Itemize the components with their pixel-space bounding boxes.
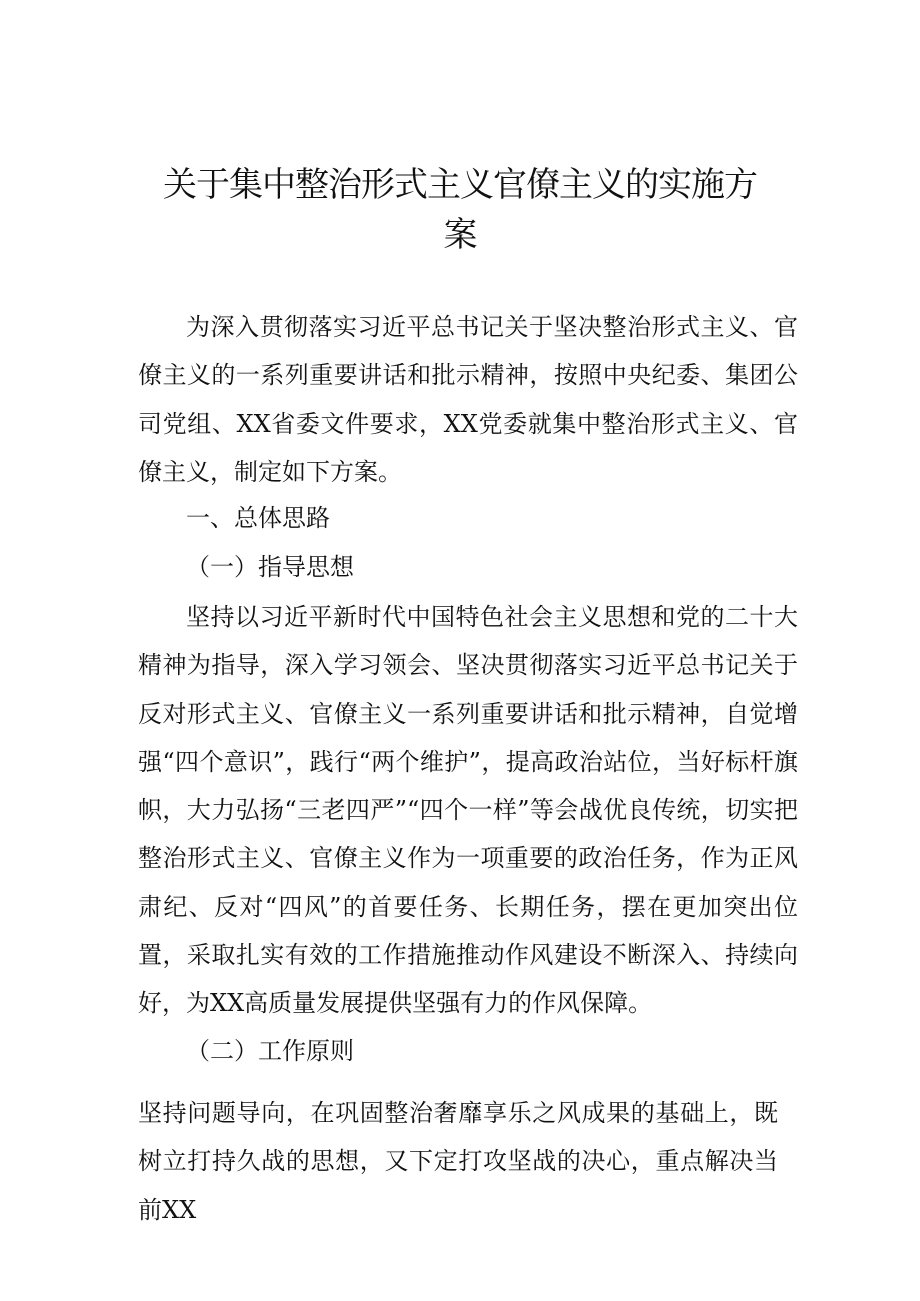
intro-paragraph: 为深入贯彻落实习近平总书记关于坚决整治形式主义、官僚主义的一系列重要讲话和批示精神，按照中央纪委、集团公司党组、XX省委文件要求，XX党委就集中整治形式主义、官僚主义，制定如下方案。 [138,313,798,486]
section-heading-overall-approach: 一、总体思路 [186,504,330,532]
work-principles-paragraph: 坚持问题导向，在巩固整治奢靡享乐之风成果的基础上，既树立打持久战的思想，又下定打攻坚战的决心，重点解决当前XX [138,1099,778,1224]
subsection-heading-guiding-ideology: （一）指导思想 [186,553,354,581]
subsection-heading-work-principles: （二）工作原则 [186,1037,354,1065]
guiding-ideology-paragraph: 坚持以习近平新时代中国特色社会主义思想和党的二十大精神为指导，深入学习领会、坚决贯彻落实习近平总书记关于反对形式主义、官僚主义一系列重要讲话和批示精神，自觉增强“四个意识”，践行“两个维护”，提高政治站位，当好标杆旗帜，大力弘扬“三老四严”“四个一样”等会战优良传统，切实把整治形式主义、官僚主义作为一项重要的政治任务，作为正风肃纪、反对“四风”的首要任务、长期任务，摆在更加突出位置，采取扎实有效的工作措施推动作风建设不断深入、持续向好，为XX高质量发展提供坚强有力的作风保障。 [138,603,798,1018]
document-title-line-2: 案 [443,215,477,255]
document-title-line-1: 关于集中整治形式主义官僚主义的实施方 [163,165,757,205]
